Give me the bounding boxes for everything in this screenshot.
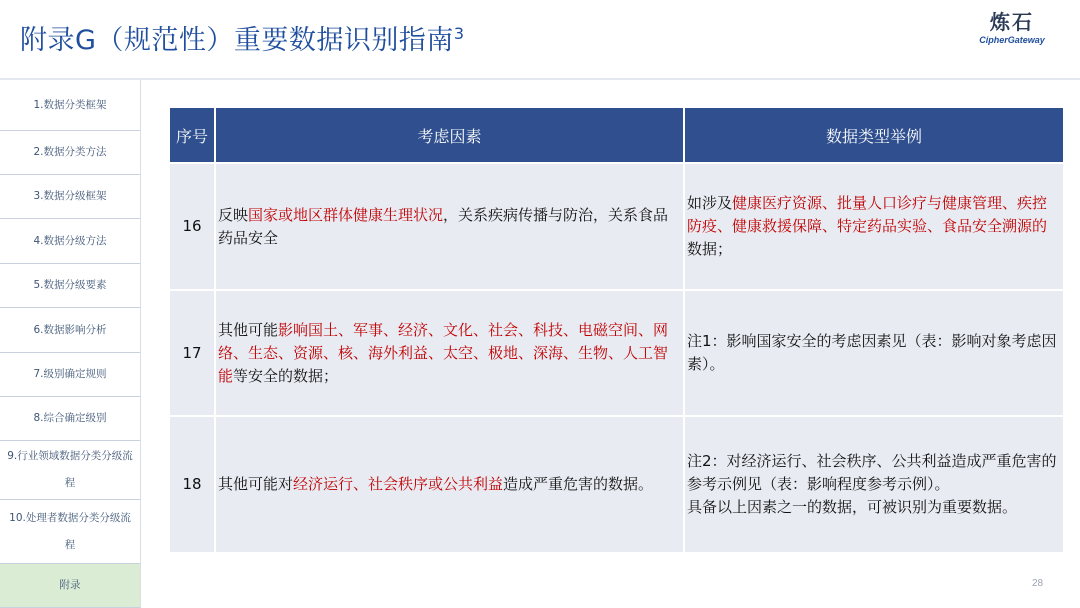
row-number: 17 [170,291,216,415]
logo-cn-text: 炼石 [990,10,1034,34]
highlight-text: 影响国土、军事、经济、文化、社会、科技、电磁空间、网络、生态、资源、核、海外利益、太空、极地、深海、生物、人工智能 [218,320,669,385]
text-segment: 如涉及 [687,194,733,212]
sidebar-item-5[interactable] [0,264,141,308]
sidebar-item-label: 6.数据影响分析 [33,323,107,336]
page-number: 28 [1032,578,1044,589]
sidebar-item-3[interactable] [0,175,141,219]
text-segment: 其他可能对 [218,475,294,493]
text-segment: 数据； [687,240,733,258]
row-number: 18 [170,417,216,552]
sidebar-item-4[interactable] [0,219,141,264]
sidebar-item-label: 8.综合确定级别 [33,412,107,424]
sidebar-item-2[interactable] [0,131,141,175]
table-row [170,164,1063,289]
sidebar-item-label: 4.数据分级方法 [33,234,107,247]
text-segment: 具备以上因素之一的数据，可被识别为重要数据。 [687,498,1018,516]
text-segment: ，关系疾病传播与防治，关系食品药品安全 [218,205,669,247]
slide-header [0,0,1080,78]
sidebar-item-label: 2.数据分类方法 [33,146,107,158]
sidebar-item-label: 附录 [59,579,81,591]
page-title [20,18,465,57]
text-segment: 反映 [218,205,249,224]
sidebar-item-10[interactable] [0,500,141,564]
sidebar-item-label: 1.数据分类框架 [33,98,107,111]
sidebar-item-label: 9.行业领域数据分类分级流程 [7,450,133,489]
row-number: 16 [170,164,216,289]
sidebar-item-9[interactable] [0,441,141,500]
header-example: 数据类型举例 [685,108,1063,162]
sidebar-item-6[interactable] [0,308,141,353]
text-segment: 等安全的数据； [233,366,339,385]
page-title-text: 附录G（规范性）重要数据识别指南 [20,25,454,56]
highlight-text: 国家或地区群体健康生理状况 [248,205,444,224]
sidebar-item-7[interactable] [0,353,141,397]
row-factor [216,164,685,289]
highlight-text: 经济运行、社会秩序或公共利益 [293,475,504,493]
header-divider [0,78,1080,80]
text-segment: 注2：对经济运行、社会秩序、公共利益造成严重危害的参考示例见（表：影响程度参考示例）。 [687,452,1057,493]
row-factor [216,291,685,415]
row-example [685,291,1063,415]
sidebar-item-appendix[interactable] [0,564,141,608]
table-row [170,291,1063,415]
text-segment: 注1：影响国家安全的考虑因素见（表：影响对象考虑因素）。 [687,332,1057,373]
text-segment: 其他可能 [218,320,279,339]
sidebar-item-label: 7.级别确定规则 [33,368,107,380]
data-table [170,108,1063,552]
sidebar-item-label: 5.数据分级要素 [33,279,107,291]
company-logo [972,10,1052,56]
title-superscript: 3 [453,24,465,43]
sidebar-item-label: 3.数据分级框架 [33,190,107,202]
sidebar-item-1[interactable] [0,80,141,131]
sidebar-item-8[interactable] [0,397,141,441]
sidebar-nav [0,80,142,608]
text-segment: 造成严重危害的数据。 [503,475,654,493]
header-factor: 考虑因素 [216,108,685,162]
header-num: 序号 [170,108,216,162]
sidebar-item-label: 10.处理者数据分类分级流程 [9,511,131,551]
row-factor [216,417,685,552]
table-row [170,417,1063,552]
row-example [685,417,1063,552]
logo-en-text: CipherGateway [979,35,1045,45]
row-example [685,164,1063,289]
highlight-text: 健康医疗资源、批量人口诊疗与健康管理、疾控防疫、健康救援保障、特定药品实验、食品安全溯源的 [687,194,1048,235]
